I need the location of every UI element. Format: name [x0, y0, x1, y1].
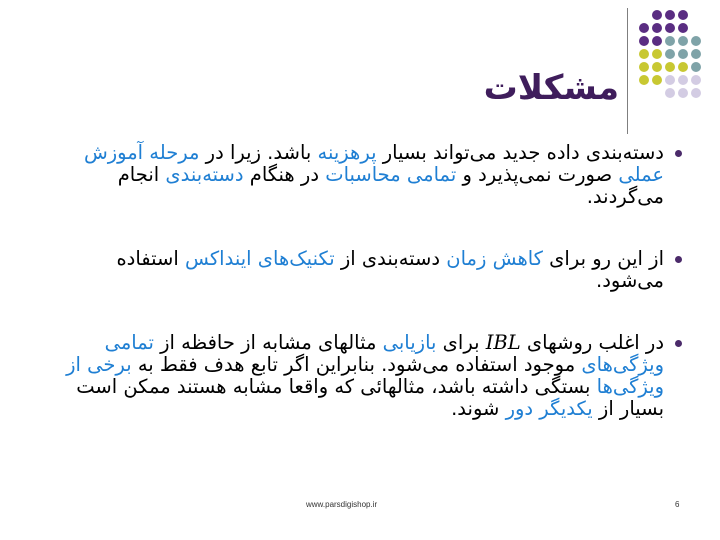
- highlighted-term: دسته‌بندی: [165, 163, 244, 186]
- body-text: بستگی داشته باشد، مثالهائی که واقعا مشابه هستند ممکن است بسیار از: [76, 375, 664, 420]
- dot-lavender: [678, 75, 688, 85]
- title-divider-line: [627, 8, 628, 134]
- dot-purple: [665, 23, 675, 33]
- body-text: انجام می‌گردند.: [117, 163, 664, 208]
- highlighted-term: تکنیک‌های اینداکس: [185, 247, 335, 270]
- dot-empty: [639, 88, 649, 98]
- body-text: دسته‌بندی از: [334, 247, 447, 270]
- dot-purple: [678, 23, 688, 33]
- dot-gray: [678, 49, 688, 59]
- dot-lavender: [665, 88, 675, 98]
- highlighted-term: تمامی ویژگی‌های: [104, 331, 664, 376]
- body-text: در هنگام: [243, 163, 326, 186]
- dot-purple: [639, 23, 649, 33]
- dot-lavender: [691, 88, 701, 98]
- highlighted-term: بازیابی: [382, 331, 437, 354]
- body-text: شوند.: [451, 397, 506, 420]
- dot-empty: [691, 10, 701, 20]
- highlighted-term: مرحله آموزش عملی: [83, 141, 664, 186]
- body-text: در اغلب روشهای: [520, 331, 664, 354]
- dot-purple: [652, 10, 662, 20]
- italic-term: IBL: [485, 331, 521, 354]
- page-number: 6: [675, 500, 680, 509]
- dot-yellow: [639, 62, 649, 72]
- body-text: برای: [436, 331, 486, 354]
- dot-purple: [678, 10, 688, 20]
- highlighted-term: کاهش زمان: [446, 247, 543, 270]
- dot-purple: [665, 10, 675, 20]
- body-text: موجود استفاده می‌شود. بنابراین اگر تابع هدف فقط به: [131, 353, 582, 376]
- dot-purple: [639, 36, 649, 46]
- dot-gray: [665, 36, 675, 46]
- dot-lavender: [678, 88, 688, 98]
- slide-content: [56, 142, 684, 420]
- bullet-item-3: [56, 332, 684, 420]
- highlighted-term: تمامی محاسبات: [325, 163, 457, 186]
- body-text: استفاده می‌شود.: [116, 247, 664, 292]
- dot-yellow: [639, 75, 649, 85]
- body-text: از این رو برای: [542, 247, 664, 270]
- dot-lavender: [665, 75, 675, 85]
- body-text: باشد. زیرا در: [199, 141, 318, 164]
- dot-gray: [691, 36, 701, 46]
- dot-gray: [665, 49, 675, 59]
- dot-grid-decoration: [639, 10, 704, 101]
- dot-empty: [691, 23, 701, 33]
- highlighted-term: پرهزینه: [317, 141, 377, 164]
- dot-gray: [691, 49, 701, 59]
- dot-empty: [652, 88, 662, 98]
- dot-lavender: [691, 75, 701, 85]
- dot-purple: [652, 36, 662, 46]
- dot-gray: [691, 62, 701, 72]
- dot-yellow: [639, 49, 649, 59]
- dot-yellow: [652, 49, 662, 59]
- slide-title: مشکلات: [483, 68, 619, 108]
- dot-yellow: [665, 62, 675, 72]
- dot-yellow: [652, 62, 662, 72]
- highlighted-term: یکدیگر دور: [505, 397, 593, 420]
- dot-gray: [678, 36, 688, 46]
- dot-empty: [639, 10, 649, 20]
- footer-url: www.parsdigishop.ir: [306, 500, 378, 509]
- dot-yellow: [678, 62, 688, 72]
- body-text: مثالهای مشابه از حافظه از: [153, 331, 383, 354]
- dot-purple: [652, 23, 662, 33]
- body-text: صورت نمی‌پذیرد و: [456, 163, 619, 186]
- bullet-item-2: [56, 248, 684, 292]
- bullet-item-1: [56, 142, 684, 208]
- dot-yellow: [652, 75, 662, 85]
- body-text: دسته‌بندی داده جدید می‌تواند بسیار: [376, 141, 664, 164]
- highlighted-term: برخی از ویژگی‌ها: [66, 353, 664, 398]
